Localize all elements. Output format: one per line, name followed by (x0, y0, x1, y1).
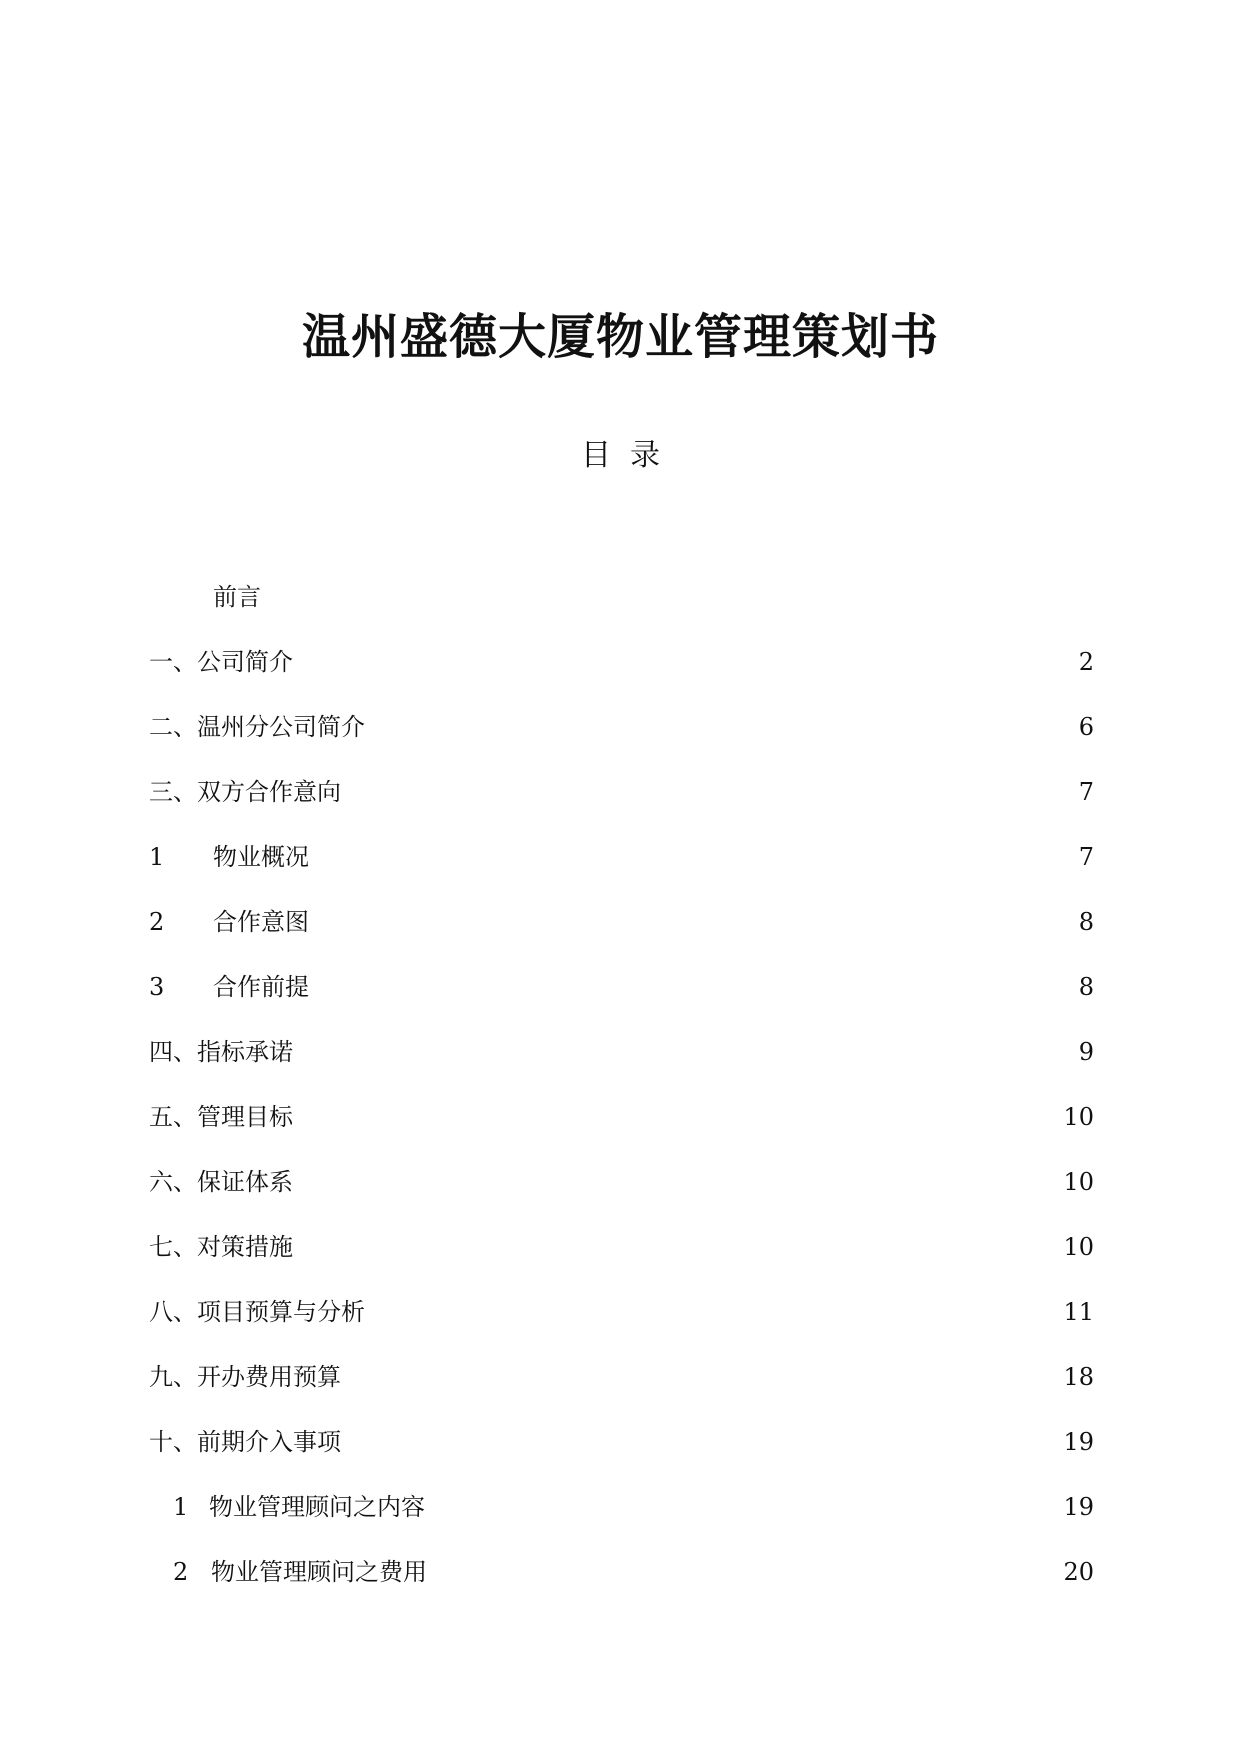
toc-entry[interactable] (149, 1355, 1094, 1420)
toc-entry-page: 2 (1078, 648, 1094, 676)
toc-entry-label: 合作意图 (213, 908, 309, 936)
toc-entry-label: 合作前提 (213, 973, 309, 1001)
toc-entry-page: 7 (1078, 778, 1094, 806)
toc-entry[interactable] (149, 1095, 1094, 1160)
toc-entry[interactable] (149, 1030, 1094, 1095)
toc-entry-page: 11 (1063, 1298, 1094, 1326)
toc-entry-label: 九、开办费用预算 (149, 1363, 341, 1391)
toc-entry[interactable] (149, 640, 1094, 705)
toc-entry-label: 七、对策措施 (149, 1233, 293, 1261)
toc-entry-label: 八、项目预算与分析 (149, 1298, 365, 1326)
toc-entry-page: 8 (1078, 908, 1094, 936)
toc-entry-page: 10 (1063, 1103, 1094, 1131)
toc-entry-label: 前言 (213, 583, 261, 611)
toc-entry[interactable] (149, 1160, 1094, 1225)
toc-entry-page: 18 (1063, 1363, 1094, 1391)
toc-entry-page: 8 (1078, 973, 1094, 1001)
toc-entry-label: 四、指标承诺 (149, 1038, 293, 1066)
table-of-contents (149, 575, 1094, 1615)
toc-entry-label: 一、公司简介 (149, 648, 293, 676)
toc-entry[interactable] (149, 1290, 1094, 1355)
toc-subentry[interactable] (149, 1485, 1094, 1550)
toc-entry[interactable] (149, 770, 1094, 835)
toc-entry-label: 物业管理顾问之内容 (209, 1493, 425, 1521)
toc-entry-page: 19 (1063, 1428, 1094, 1456)
toc-entry-label: 物业概况 (213, 843, 309, 871)
toc-subentry[interactable] (149, 1550, 1094, 1615)
document-title: 温州盛德大厦物业管理策划书 (301, 309, 939, 365)
toc-heading: 目 录 (580, 438, 661, 473)
toc-entry-number: 1 (149, 843, 165, 871)
toc-entry-page: 6 (1078, 713, 1094, 741)
toc-entry-number: 2 (173, 1558, 189, 1586)
toc-entry-label: 五、管理目标 (149, 1103, 293, 1131)
toc-entry-page: 19 (1063, 1493, 1094, 1521)
toc-entry[interactable] (149, 1420, 1094, 1485)
toc-entry-page: 10 (1063, 1168, 1094, 1196)
toc-entry[interactable] (149, 705, 1094, 770)
toc-entry-number: 1 (173, 1493, 189, 1521)
toc-subentry[interactable] (149, 900, 1094, 965)
toc-entry-page: 20 (1063, 1558, 1094, 1586)
toc-entry-number: 3 (149, 973, 165, 1001)
toc-entry[interactable] (149, 1225, 1094, 1290)
toc-entry-label: 二、温州分公司简介 (149, 713, 365, 741)
toc-entry-label: 物业管理顾问之费用 (211, 1558, 427, 1586)
toc-entry-page: 7 (1078, 843, 1094, 871)
toc-entry-page: 10 (1063, 1233, 1094, 1261)
toc-entry-label: 十、前期介入事项 (149, 1428, 341, 1456)
toc-subentry[interactable] (149, 835, 1094, 900)
toc-subentry[interactable] (149, 965, 1094, 1030)
toc-entry[interactable] (149, 575, 1094, 640)
toc-entry-page: 9 (1078, 1038, 1094, 1066)
toc-entry-number: 2 (149, 908, 165, 936)
toc-entry-label: 三、双方合作意向 (149, 778, 341, 806)
toc-entry-label: 六、保证体系 (149, 1168, 293, 1196)
